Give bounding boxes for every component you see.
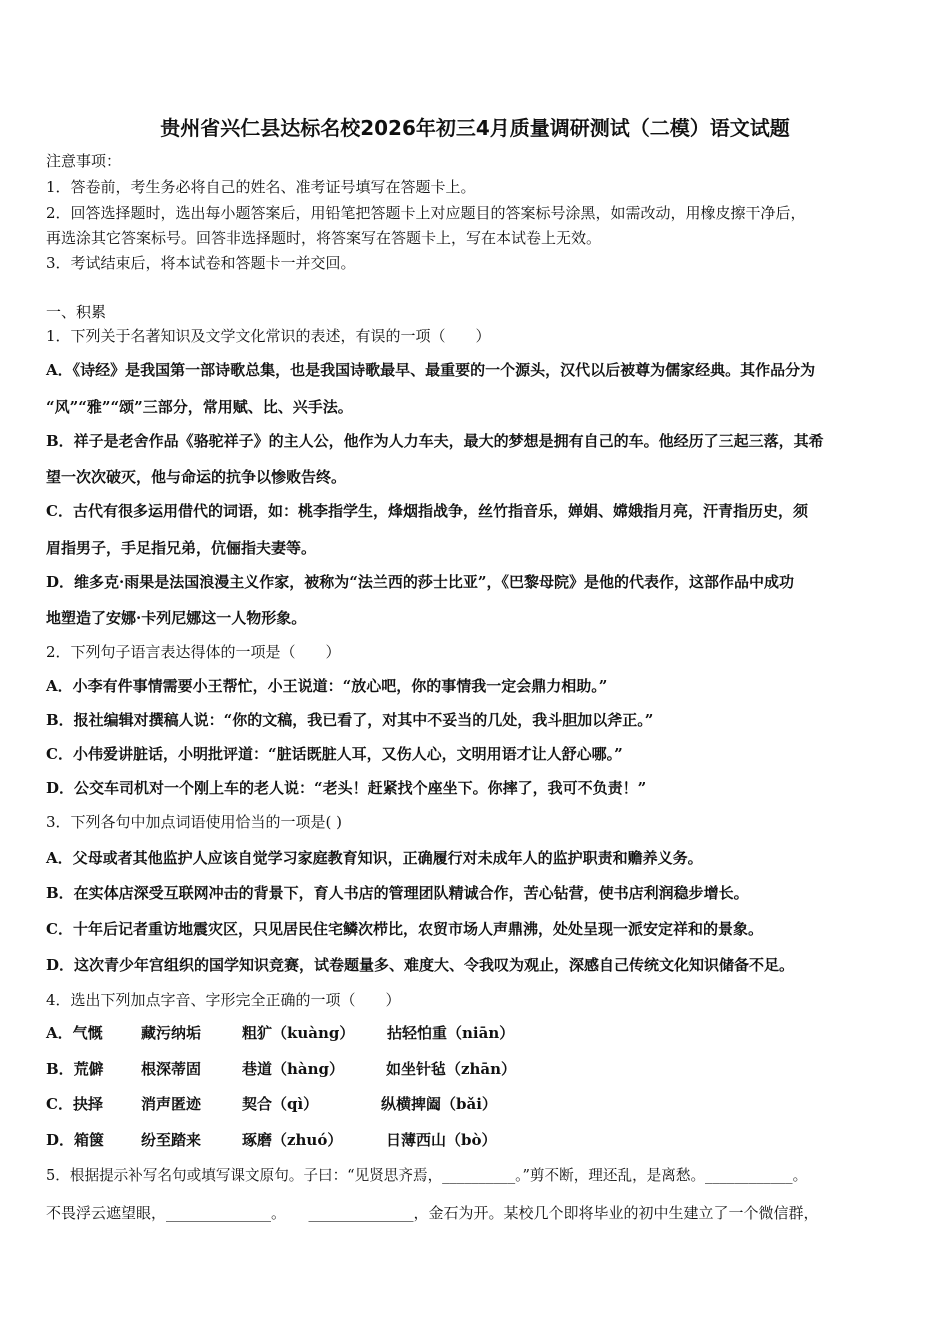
q4-cell: 巷道（hàng） [242, 1060, 345, 1078]
q3-option-b: B．在实体店深受互联网冲击的背景下，育人书店的管理团队精诚合作，苦心钻营，使书店利润稳步增长。 [46, 884, 749, 902]
q4-stem: 4．选出下列加点字音、字形完全正确的一项（ ） [46, 991, 401, 1009]
q2-option-d: D．公交车司机对一个刚上车的老人说：“老头！赶紧找个座坐下。你摔了，我可不负责！” [46, 779, 647, 797]
q4-cell: 如坐针毡（zhān） [386, 1060, 517, 1078]
q4-cell: 日薄西山（bò） [386, 1131, 497, 1149]
q1-option-b: B．祥子是老舍作品《骆驼祥子》的主人公，他作为人力车夫，最大的梦想是拥有自己的车。他经历了三起三落，其希 [46, 432, 824, 450]
q1-option-b-cont: 望一次次破灭，他与命运的抗争以惨败告终。 [46, 468, 347, 486]
q5-line: 5．根据提示补写名句或填写课文原句。子曰：“见贤思齐焉，__________。”剪不断，理还乱，是离愁。____________。 [46, 1167, 808, 1184]
q4-cell: C．抉择 [46, 1095, 103, 1113]
q3-option-c: C．十年后记者重访地震灾区，只见居民住宅鳞次栉比，农贸市场人声鼎沸，处处呈现一派安定祥和的景象。 [46, 920, 763, 938]
q4-cell: 纵横捭阖（bǎi） [381, 1095, 497, 1113]
q4-cell: 契合（qì） [242, 1095, 319, 1113]
q3-option-a: A．父母或者其他监护人应该自觉学习家庭教育知识，正确履行对未成年人的监护职责和赡养义务。 [46, 849, 703, 867]
q1-option-d: D．维多克·雨果是法国浪漫主义作家，被称为“法兰西的莎士比亚”，《巴黎母院》是他的代表作，这部作品中成功 [46, 573, 794, 591]
q4-cell: A．气慨 [46, 1024, 103, 1042]
q4-cell: 藏污纳垢 [141, 1024, 202, 1042]
q3-stem: 3．下列各句中加点词语使用恰当的一项是( ) [46, 813, 343, 831]
q1-option-c: C．古代有很多运用借代的词语，如：桃李指学生，烽烟指战争，丝竹指音乐，婵娟、嫦娥指月亮，汗青指历史，须 [46, 502, 808, 520]
q1-option-d-cont: 地塑造了安娜·卡列尼娜这一人物形象。 [46, 609, 307, 627]
q1-option-a: A．《诗经》是我国第一部诗歌总集，也是我国诗歌最早、最重要的一个源头，汉代以后被尊为儒家经典。其作品分为 [46, 361, 816, 379]
q4-cell: 消声匿迹 [141, 1095, 202, 1113]
notice-item: 3．考试结束后，将本试卷和答题卡一并交回。 [46, 254, 356, 272]
section-heading: 一、积累 [46, 303, 107, 321]
page-title: 贵州省兴仁县达标名校2026年初三4月质量调研测试（二模）语文试题 [160, 116, 790, 140]
q4-cell: 粗犷（kuàng） [242, 1024, 355, 1042]
notice-item: 1．答卷前，考生务必将自己的姓名、准考证号填写在答题卡上。 [46, 178, 476, 196]
q5-line: 不畏浮云遮望眼，______________。 ______________，金石为开。某校几个即将毕业的初中生建立了一个微信群， [46, 1204, 819, 1222]
q1-option-a-cont: “风”“雅”“颂”三部分，常用赋、比、兴手法。 [46, 398, 353, 416]
q4-cell: 纷至踏来 [141, 1131, 202, 1149]
notice-heading: 注意事项： [46, 152, 122, 170]
q1-stem: 1．下列关于名著知识及文学文化常识的表述，有误的一项（ ） [46, 327, 491, 345]
q4-cell: 琢磨（zhuó） [242, 1131, 343, 1149]
notice-item: 2．回答选择题时，选出每小题答案后，用铅笔把答题卡上对应题目的答案标号涂黑，如需改动，用橡皮擦干净后， [46, 204, 806, 222]
q4-cell: B．荒僻 [46, 1060, 104, 1078]
q2-stem: 2．下列句子语言表达得体的一项是（ ） [46, 643, 341, 661]
q3-option-d: D．这次青少年宫组织的国学知识竞赛，试卷题量多、难度大、令我叹为观止，深感自己传统文化知识储备不足。 [46, 956, 795, 974]
q4-cell: D．箱箧 [46, 1131, 105, 1149]
notice-item: 再选涂其它答案标号。回答非选择题时，将答案写在答题卡上，写在本试卷上无效。 [46, 229, 602, 247]
q2-option-a: A．小李有件事情需要小王帮忙，小王说道：“放心吧，你的事情我一定会鼎力相助。” [46, 677, 608, 695]
q4-cell: 根深蒂固 [141, 1060, 202, 1078]
q2-option-b: B．报社编辑对撰稿人说：“你的文稿，我已看了，对其中不妥当的几处，我斗胆加以斧正。” [46, 711, 654, 729]
q1-option-c-cont: 眉指男子，手足指兄弟，伉俪指夫妻等。 [46, 539, 317, 557]
q4-cell: 拈轻怕重（niān） [387, 1024, 515, 1042]
q2-option-c: C．小伟爱讲脏话，小明批评道：“脏话既脏人耳，又伤人心，文明用语才让人舒心哪。” [46, 745, 623, 763]
